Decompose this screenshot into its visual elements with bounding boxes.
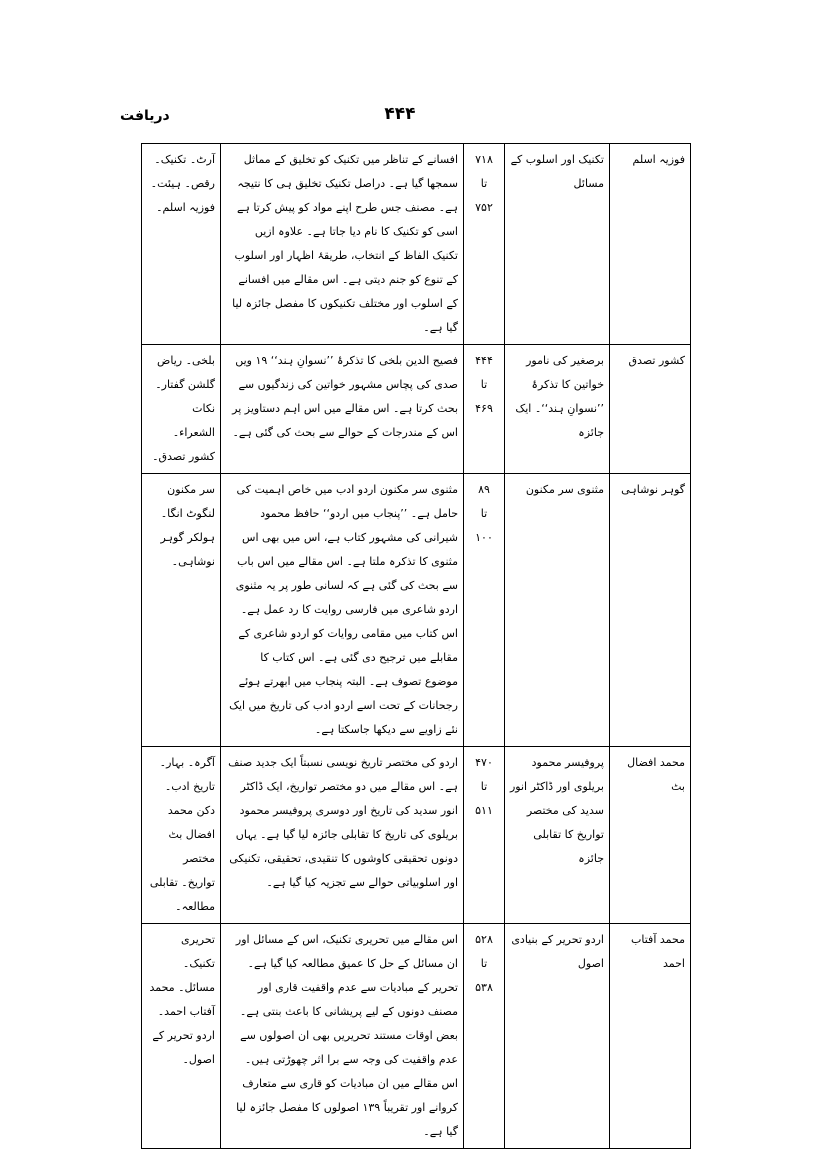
author-cell: گوہر نوشاہی: [610, 474, 691, 747]
page-from: ۸۹: [478, 483, 490, 496]
table-row: [142, 474, 691, 747]
page-from: ۷۱۸: [475, 153, 493, 166]
summary-cell: فصیح الدین بلخی کا تذکرۂ ’’نسوانِ ہند‘‘ ۱۹ ویں صدی کی پچاس مشہور خواتین کی زندگیوں سے بحث کرتا ہے۔ اس مقالے میں اس اہم دستاویز پر اس کے مندرجات کے حوالے سے بحث کی گئی ہے۔: [221, 345, 464, 474]
page-to: ۵۳۸: [475, 981, 493, 994]
page-from: ۴۷۰: [475, 756, 493, 769]
title-cell: برصغیر کی نامور خواتین کا تذکرۂ ’’نسوانِ ہند‘‘۔ ایک جائزہ: [505, 345, 610, 474]
page-sep: تا: [480, 957, 488, 970]
author-cell: محمد آفتاب احمد: [610, 924, 691, 1149]
summary-cell: اس مقالے میں تحریری تکنیک، اس کے مسائل اور ان مسائل کے حل کا عمیق مطالعہ کیا گیا ہے۔ تحریر کے مبادیات سے عدم واقفیت قاری اور مصنف دونوں کے لیے پریشانی کا باعث بنتی ہے۔ بعض اوقات مستند تحریریں بھی ان اصولوں سے عدم واقفیت کی وجہ سے برا اثر چھوڑتی ہیں۔ اس مقالے میں ان مبادیات کو قاری سے متعارف کروانے اور تقریباً ۱۳۹ اصولوں کا مفصل جائزہ لیا گیا ہے۔: [221, 924, 464, 1149]
author-cell: فوزیہ اسلم: [610, 144, 691, 345]
running-head: دریافت: [120, 108, 170, 124]
summary-cell: مثنوی سر مکنون اردو ادب میں خاص اہمیت کی حامل ہے۔ ’’پنجاب میں اردو‘‘ حافظ محمود شیرانی کی مشہور کتاب ہے، اس میں بھی اس مثنوی کا تذکرہ ملتا ہے۔ اس مقالے میں اس باب سے بحث کی گئی ہے کہ لسانی طور پر یہ مثنوی اردو شاعری میں فارسی روایت کا رد عمل ہے۔ اس کتاب میں مقامی روایات کو اردو شاعری کے مقابلے میں ترجیح دی گئی ہے۔ اس کتاب کا موضوع تصوف ہے۔ البتہ پنجاب میں ابھرتے ہوئے رجحانات کے تحت اسے اردو ادب کی تاریخ میں ایک نئے زاویے سے دیکھا جاسکتا ہے۔: [221, 474, 464, 747]
page-to: ۷۵۲: [475, 201, 493, 214]
keywords-cell: سر مکنون لنگوٹ انگا۔ ہولکر گوہر نوشاہی۔: [142, 474, 221, 747]
pages-cell: [464, 345, 505, 474]
pages-cell: [464, 144, 505, 345]
keywords-cell: بلخی۔ ریاض گلشن گفتار۔ نکات الشعراء۔ کشور تصدق۔: [142, 345, 221, 474]
title-cell: تکنیک اور اسلوب کے مسائل: [505, 144, 610, 345]
title-cell: پروفیسر محمود بریلوی اور ڈاکٹر انور سدید کی مختصر تواریخ کا تقابلی جائزہ: [505, 747, 610, 924]
keywords-cell: آرٹ۔ تکنیک۔ رقص۔ ہیئت۔ فوزیہ اسلم۔: [142, 144, 221, 345]
author-cell: کشور تصدق: [610, 345, 691, 474]
page-from: ۵۲۸: [475, 933, 493, 946]
page-sep: تا: [480, 378, 488, 391]
page-sep: تا: [480, 507, 488, 520]
page-to: ۱۰۰: [475, 531, 493, 544]
table-row: [142, 144, 691, 345]
article-index-table: [141, 143, 691, 1149]
keywords-cell: آگرہ۔ بہار۔ تاریخ ادب۔ دکن محمد افضال بٹ مختصر تواریخ۔ تقابلی مطالعہ۔: [142, 747, 221, 924]
title-cell: اردو تحریر کے بنیادی اصول: [505, 924, 610, 1149]
page-from: ۴۴۴: [475, 354, 493, 367]
summary-cell: اردو کی مختصر تاریخ نویسی نسبتاً ایک جدید صنف ہے۔ اس مقالے میں دو مختصر تواریخ، ایک ڈاکٹر انور سدید کی تاریخ اور دوسری پروفیسر محمود بریلوی کی تاریخ کا تقابلی جائزہ لیا گیا ہے۔ یہاں دونوں تحقیقی کاوشوں کا تنقیدی، تحقیقی، تکنیکی اور اسلوبیاتی حوالے سے تجزیہ کیا گیا ہے۔: [221, 747, 464, 924]
pages-cell: [464, 474, 505, 747]
table-row: [142, 924, 691, 1149]
page-to: ۴۶۹: [475, 402, 493, 415]
keywords-cell: تحریری تکنیک۔ مسائل۔ محمد آفتاب احمد۔ اردو تحریر کے اصول۔: [142, 924, 221, 1149]
page-sep: تا: [480, 780, 488, 793]
title-cell: مثنوی سر مکنون: [505, 474, 610, 747]
page-sep: تا: [480, 177, 488, 190]
page-number: ۴۴۴: [384, 104, 416, 124]
author-cell: محمد افضال بٹ: [610, 747, 691, 924]
pages-cell: [464, 924, 505, 1149]
table-row: [142, 747, 691, 924]
table-row: [142, 345, 691, 474]
page-to: ۵۱۱: [475, 804, 493, 817]
pages-cell: [464, 747, 505, 924]
summary-cell: افسانے کے تناظر میں تکنیک کو تخلیق کے مماثل سمجھا گیا ہے۔ دراصل تکنیک تخلیق ہی کا نتیجہ ہے۔ مصنف جس طرح اپنے مواد کو پیش کرتا ہے اسی کو تکنیک کا نام دیا جاتا ہے۔ علاوہ ازیں تکنیک الفاظ کے انتخاب، طریقۂ اظہار اور اسلوب کے تنوع کو جنم دیتی ہے۔ اس مقالے میں افسانے کے اسلوب اور مختلف تکنیکوں کا مفصل جائزہ لیا گیا ہے۔: [221, 144, 464, 345]
